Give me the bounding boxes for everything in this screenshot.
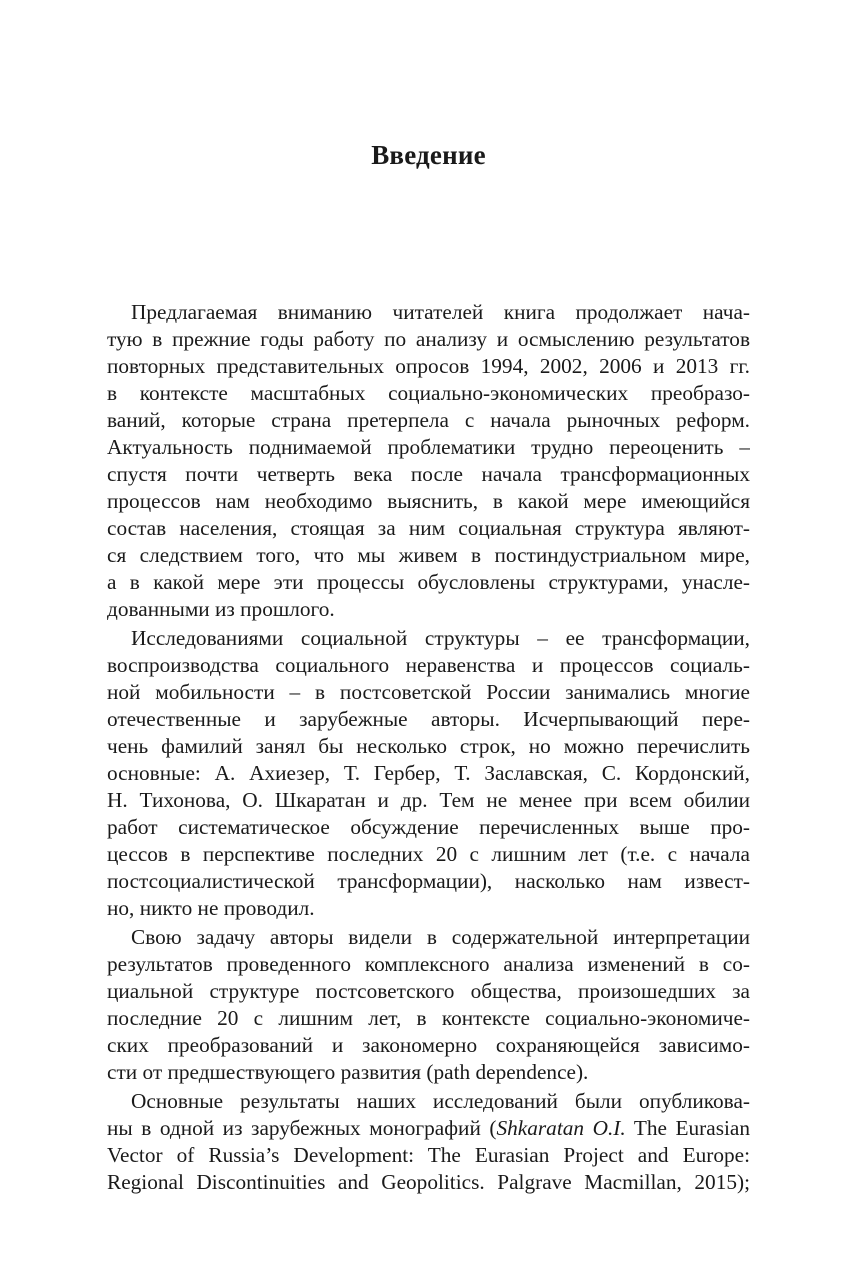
text-line: основные: А. Ахиезер, Т. Гербер, Т. Заславская, С. Кордонский,: [107, 761, 750, 785]
text-line: а в какой мере эти процессы обусловлены структурами, унасле-: [107, 570, 750, 594]
text-line: в контексте масштабных социально-экономических преобразо-: [107, 381, 750, 405]
text-segment: ны в одной из зарубежных монографий (: [107, 1116, 497, 1140]
body-text: [107, 299, 750, 1196]
text-line: постсоциалистической трансформации), насколько нам извест-: [107, 869, 750, 893]
text-line: работ систематическое обсуждение перечисленных выше про-: [107, 815, 750, 839]
text-line: процессов нам необходимо выяснить, в какой мере имеющийся: [107, 489, 750, 513]
text-line: воспроизводства социального неравенства и процессов социаль-: [107, 653, 750, 677]
text-line: ся следствием того, что мы живем в постиндустриальном мире,: [107, 543, 750, 567]
text-line: Исследованиями социальной структуры – ее трансформации,: [131, 626, 750, 650]
text-line: отечественные и зарубежные авторы. Исчерпывающий пере-: [107, 707, 750, 731]
text-line: Vector of Russia’s Development: The Eurasian Project and Europe:: [107, 1143, 750, 1167]
text-line: спустя почти четверть века после начала трансформационных: [107, 462, 750, 486]
text-line: ских преобразований и закономерно сохраняющейся зависимо-: [107, 1033, 750, 1057]
text-line: Основные результаты наших исследований были опубликова-: [131, 1089, 750, 1113]
text-line: Н. Тихонова, О. Шкаратан и др. Тем не менее при всем обилии: [107, 788, 750, 812]
text-line: результатов проведенного комплексного анализа изменений в со-: [107, 952, 750, 976]
text-line: дованными из прошлого.: [107, 597, 335, 621]
text-line: чень фамилий занял бы несколько строк, но можно перечислить: [107, 734, 750, 758]
text-line: Свою задачу авторы видели в содержательной интерпретации: [131, 925, 750, 949]
page-title: Введение: [371, 140, 486, 170]
text-line: цессов в перспективе последних 20 с лишним лет (т.е. с начала: [107, 842, 750, 866]
text-line: [107, 1115, 750, 1142]
text-line: тую в прежние годы работу по анализу и осмыслению результатов: [107, 327, 750, 351]
text-line: Актуальность поднимаемой проблематики трудно переоценить –: [107, 435, 750, 459]
text-line: Regional Discontinuities and Geopolitics. Palgrave Macmillan, 2015);: [107, 1170, 750, 1194]
text-segment: The Eurasian: [625, 1116, 750, 1140]
text-line: повторных представительных опросов 1994, 2002, 2006 и 2013 гг.: [107, 354, 750, 378]
text-line: циальной структуре постсоветского общества, произошедших за: [107, 979, 750, 1003]
text-line: ваний, которые страна претерпела с начала рыночных реформ.: [107, 408, 750, 432]
paragraph-1: [107, 299, 750, 623]
text-line: Предлагаемая вниманию читателей книга продолжает нача-: [131, 300, 750, 324]
text-line: последние 20 с лишним лет, в контексте социально-экономиче-: [107, 1006, 750, 1030]
paragraph-3: [107, 924, 750, 1086]
paragraph-4: [107, 1088, 750, 1196]
text-line: ной мобильности – в постсоветской России занимались многие: [107, 680, 750, 704]
text-line: сти от предшествующего развития (path dependence).: [107, 1060, 589, 1084]
text-line: но, никто не проводил.: [107, 896, 315, 920]
paragraph-2: [107, 625, 750, 922]
text-line: состав населения, стоящая за ним социальная структура являют-: [107, 516, 750, 540]
citation-author: Shkaratan O.I.: [496, 1116, 626, 1140]
